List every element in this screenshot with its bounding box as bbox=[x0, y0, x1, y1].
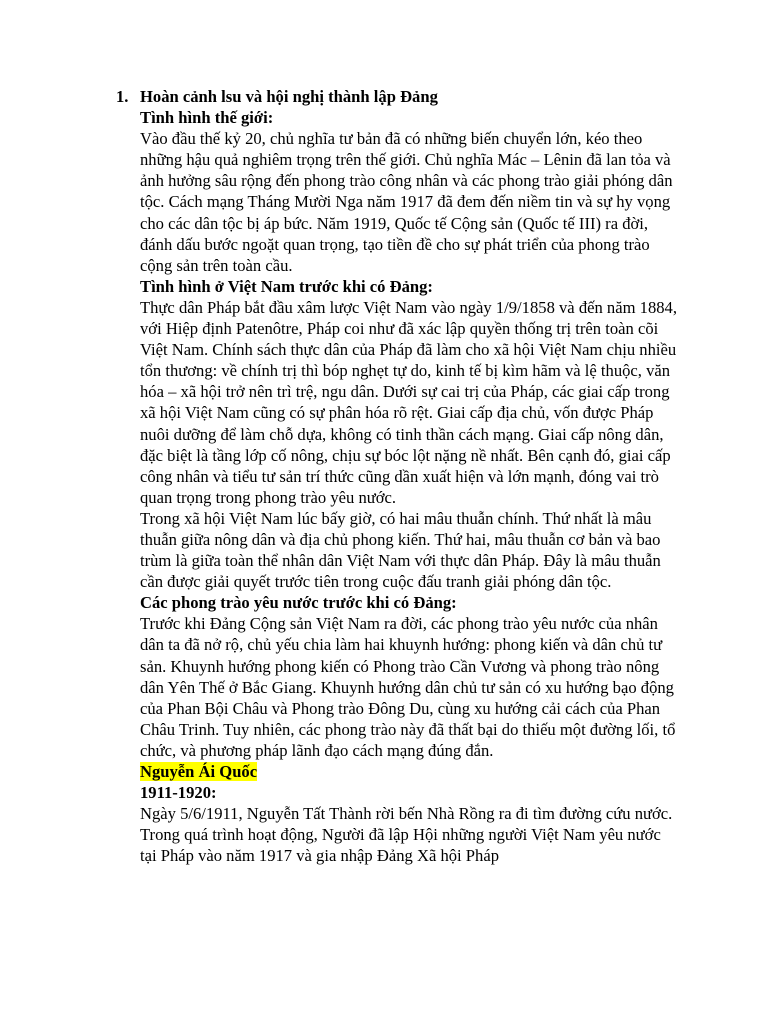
section-number: 1. bbox=[116, 87, 129, 106]
vietnam-paragraph-2: Trong xã hội Việt Nam lúc bấy giờ, có hai mâu thuẫn chính. Thứ nhất là mâu thuẫn giữa nông dân và địa chủ phong kiến. Thứ hai, mâu thuẫn cơ bản và bao trùm là giữa toàn thể nhân dân Việt Nam với thực dân Pháp. Đây là mâu thuẫn cần được giải quyết trước tiên trong cuộc đấu tranh giải phóng dân tộc. bbox=[140, 508, 661, 592]
movements-heading: Các phong trào yêu nước trước khi có Đảng: bbox=[140, 593, 457, 613]
naq-paragraph: Ngày 5/6/1911, Nguyễn Tất Thành rời bến Nhà Rồng ra đi tìm đường cứu nước. Trong quá trình hoạt động, Người đã lập Hội những người Việt Nam yêu nước tại Pháp vào năm 1917 và gia nhập Đảng Xã hội Pháp bbox=[140, 804, 673, 866]
world-heading: Tình hình thế giới: bbox=[140, 108, 274, 128]
naq-heading-row bbox=[140, 761, 680, 782]
section-title: Hoàn cảnh lsu và hội nghị thành lập Đảng bbox=[140, 87, 438, 106]
movements-paragraph: Trước khi Đảng Cộng sản Việt Nam ra đời, các phong trào yêu nước của nhân dân ta đã nở rộ, chủ yếu chia làm hai khuynh hướng: phong kiến và dân chủ tư sản. Khuynh hướng phong kiến có Phong trào Cần Vương và phong trào nông dân Yên Thế ở Bắc Giang. Khuynh hướng dân chủ tư sản có xu hướng bạo động của Phan Bội Châu và Phong trào Đông Du, cùng xu hướng cải cách của Phan Châu Trinh. Tuy nhiên, các phong trào này đã thất bại do thiếu một đường lối, tổ chức, và phương pháp lãnh đạo cách mạng đúng đắn. bbox=[140, 614, 676, 760]
vietnam-heading: Tình hình ở Việt Nam trước khi có Đảng: bbox=[140, 276, 433, 296]
naq-period-heading: 1911-1920: bbox=[140, 783, 217, 803]
document-body bbox=[116, 86, 680, 866]
section-heading bbox=[116, 86, 680, 107]
naq-heading: Nguyễn Ái Quốc bbox=[140, 762, 258, 781]
world-paragraph: Vào đầu thế kỷ 20, chủ nghĩa tư bản đã có những biến chuyển lớn, kéo theo những hậu quả nghiêm trọng trên thế giới. Chủ nghĩa Mác – Lênin đã lan tỏa và ảnh hưởng sâu rộng đến phong trào công nhân và các phong trào giải phóng dân tộc. Cách mạng Tháng Mười Nga năm 1917 đã đem đến niềm tin và sự hy vọng cho các dân tộc bị áp bức. Năm 1919, Quốc tế Cộng sản (Quốc tế III) ra đời, đánh dấu bước ngoặt quan trọng, tạo tiền đề cho sự phát triển của phong trào cộng sản trên toàn cầu. bbox=[140, 129, 673, 275]
vietnam-paragraph-1: Thực dân Pháp bắt đầu xâm lược Việt Nam vào ngày 1/9/1858 và đến năm 1884, với Hiệp định Patenôtre, Pháp coi như đã xác lập quyền thống trị trên toàn cõi Việt Nam. Chính sách thực dân của Pháp đã làm cho xã hội Việt Nam chịu nhiều tổn thương: về chính trị thì bóp nghẹt tự do, kinh tế bị kìm hãm và lệ thuộc, văn hóa – xã hội trở nên trì trệ, ngu dân. Dưới sự cai trị của Pháp, các giai cấp trong xã hội Việt Nam cũng có sự phân hóa rõ rệt. Giai cấp địa chủ, vốn được Pháp nuôi dưỡng để làm chỗ dựa, không có tinh thần cách mạng. Giai cấp nông dân, đặc biệt là tầng lớp cố nông, chịu sự bóc lột nặng nề nhất. Bên cạnh đó, giai cấp công nhân và tiểu tư sản trí thức cũng dần xuất hiện và lớn mạnh, đóng vai trò quan trọng trong phong trào yêu nước. bbox=[140, 297, 677, 507]
